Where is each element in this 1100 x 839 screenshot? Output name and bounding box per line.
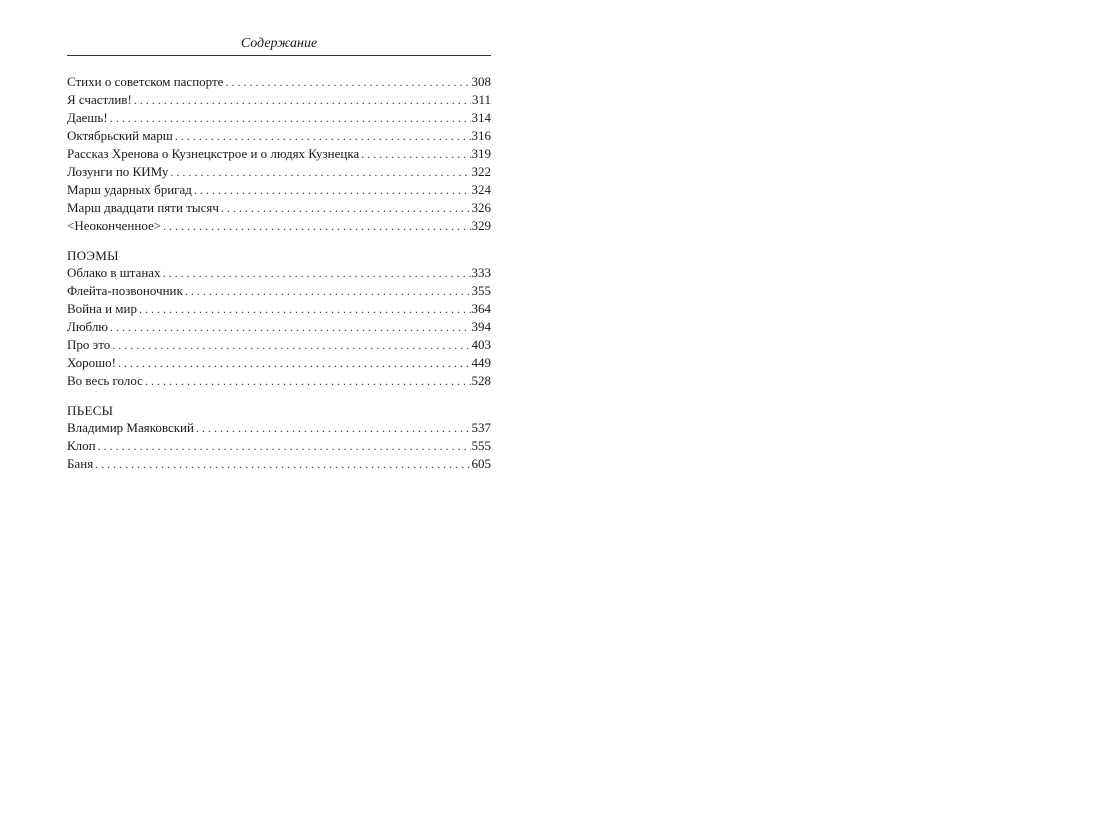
- dot-leader: [110, 110, 471, 127]
- entry-title: Октябрьский марш: [67, 128, 173, 143]
- dot-leader: [175, 128, 471, 145]
- entry-page-number: 394: [471, 319, 491, 334]
- entry-page-number: 311: [471, 92, 491, 107]
- entry-title: Флейта-позвоночник: [67, 283, 183, 298]
- entry-title: Я счастлив!: [67, 92, 132, 107]
- entry-page-number: 403: [471, 337, 491, 352]
- entry-page-number: 329: [471, 218, 491, 233]
- toc-entry: [67, 181, 491, 199]
- entry-page-number: 449: [471, 355, 491, 370]
- toc-entry: [67, 372, 491, 390]
- toc-entry: [67, 437, 491, 455]
- entry-title: Стихи о советском паспорте: [67, 74, 224, 89]
- entry-title: Баня: [67, 456, 94, 471]
- toc-entry: [67, 318, 491, 336]
- entry-title: Владимир Маяковский: [67, 420, 194, 435]
- dot-leader: [95, 456, 470, 473]
- dot-leader: [163, 218, 470, 235]
- entry-title: Про это: [67, 337, 111, 352]
- entry-title: Лозунги по КИМу: [67, 164, 169, 179]
- toc-entry: [67, 127, 491, 145]
- dot-leader: [361, 146, 470, 163]
- entry-page-number: 326: [471, 200, 491, 215]
- entry-page-number: 528: [471, 373, 491, 388]
- entry-page-number: 333: [471, 265, 491, 280]
- dot-leader: [196, 420, 471, 437]
- dot-leader: [112, 337, 470, 354]
- entry-page-number: 605: [471, 456, 491, 471]
- entry-title: Даешь!: [67, 110, 108, 125]
- running-head: Содержание: [67, 34, 491, 56]
- toc-entry: [67, 199, 491, 217]
- entry-title: <Неоконченное>: [67, 218, 162, 233]
- entry-page-number: 322: [471, 164, 491, 179]
- toc-entry: [67, 109, 491, 127]
- dot-leader: [170, 164, 470, 181]
- toc-entry: [67, 73, 491, 91]
- entry-page-number: 316: [471, 128, 491, 143]
- toc-entry: [67, 217, 491, 235]
- dot-leader: [139, 301, 471, 318]
- toc-entry: [67, 282, 491, 300]
- toc-entry: [67, 300, 491, 318]
- toc-section: [67, 73, 491, 235]
- entry-title: Война и мир: [67, 301, 137, 316]
- toc-entry: [67, 336, 491, 354]
- entry-page-number: 314: [471, 110, 491, 125]
- dot-leader: [221, 200, 471, 217]
- entry-title: Хорошо!: [67, 355, 116, 370]
- toc-entry: [67, 145, 491, 163]
- toc-entry: [67, 163, 491, 181]
- toc-entry: [67, 91, 491, 109]
- entry-title: Во весь голос: [67, 373, 143, 388]
- section-heading: ПОЭМЫ: [67, 248, 119, 263]
- entry-page-number: 555: [471, 438, 491, 453]
- entry-page-number: 324: [471, 182, 491, 197]
- dot-leader: [134, 92, 471, 109]
- dot-leader: [225, 74, 470, 91]
- dot-leader: [118, 355, 471, 372]
- toc-section: [67, 247, 491, 390]
- entry-title: Марш двадцати пяти тысяч: [67, 200, 219, 215]
- entry-title: Облако в штанах: [67, 265, 161, 280]
- dot-leader: [110, 319, 470, 336]
- dot-leader: [194, 182, 471, 199]
- toc-section: [67, 402, 491, 473]
- entry-page-number: 355: [471, 283, 491, 298]
- entry-page-number: 537: [471, 420, 491, 435]
- entry-page-number: 364: [471, 301, 491, 316]
- entry-title: Клоп: [67, 438, 96, 453]
- toc-entry: [67, 419, 491, 437]
- entry-page-number: 319: [471, 146, 491, 161]
- entry-title: Рассказ Хренова о Кузнецкстрое и о людях Кузнецка: [67, 146, 360, 161]
- section-heading: ПЬЕСЫ: [67, 403, 114, 418]
- toc-entry: [67, 455, 491, 473]
- dot-leader: [185, 283, 471, 300]
- dot-leader: [163, 265, 471, 282]
- entry-page-number: 308: [471, 74, 491, 89]
- entry-title: Люблю: [67, 319, 109, 334]
- dot-leader: [98, 438, 471, 455]
- book-page: [67, 34, 491, 473]
- entry-title: Марш ударных бригад: [67, 182, 192, 197]
- toc-entry: [67, 354, 491, 372]
- dot-leader: [145, 373, 471, 390]
- table-of-contents: [67, 73, 491, 473]
- toc-entry: [67, 264, 491, 282]
